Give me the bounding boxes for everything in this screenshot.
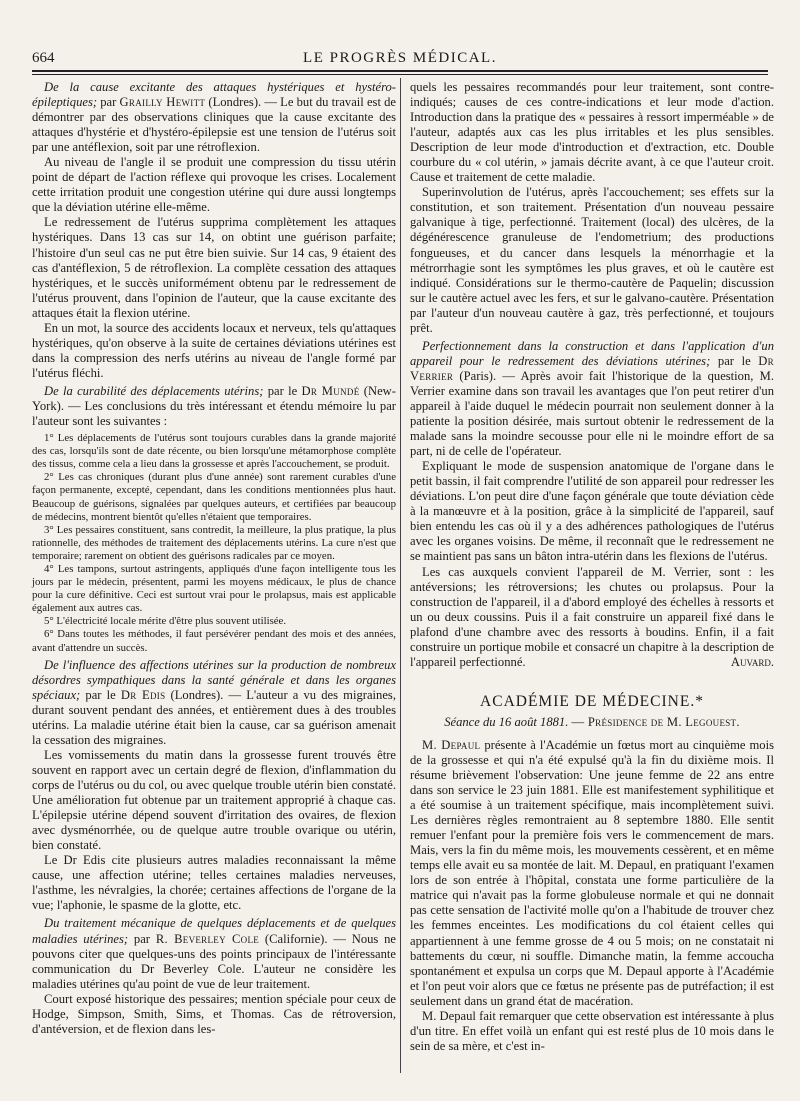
paragraph: Expliquant le mode de suspension anatomique de l'organe dans le petit bassin, il fait comprendre l'utilité de son appareil pour redresser les déviations. L'on peut dire d'une façon générale que toute déviation cède à la manœuvre et à la position, grâce à la simplicité de l'appareil, sauf bien entendu les cas où il y a des adhérences pathologiques de l'utérus avec les organes voisins. De même, il reconnaît que le redressement ne se maintient pas sans un bâton intra-utérin dans les flexions de l'utérus. <box>410 459 774 564</box>
paragraph: Au niveau de l'angle il se produit une compression du tissu utérin point de départ de l'action réflexe qui provoque les crises. Localement cette irritation produit une congestion utérine qui dure aussi longtemps que la déviation utérine elle-même. <box>32 155 396 215</box>
paragraph: Le redressement de l'utérus supprima complètement les attaques hystériques. Dans 13 cas sur 14, on obtint une guérison parfaite; l'histoire d'un seul cas ne put être bien suivie. Sur 14 cas, 9 étaient des cas d'antéflexion, 5 de rétroflexion. La complète cessation des attaques hystériques, et le succès uniformément obtenu par le redressement de l'utérus prouvent, dans l'opinion de l'auteur, que la cause excitante des attaques était la flexion utérine. <box>32 215 396 320</box>
session-line <box>410 715 774 730</box>
list-item: 4° Les tampons, surtout astringents, appliqués d'une façon intelligente tous les jours par le médecin, présentent, parmi les moyens médicaux, le plus de chance pour la cure définitive. Ceci est surtout vrai pour le prolapsus, mais est applicable également aux autres cas. <box>32 563 396 615</box>
header-rule-thin <box>32 74 768 75</box>
list-item: 1° Les déplacements de l'utérus sont toujours curables dans la grande majorité des cas, lorsqu'ils sont de date récente, ou bien lorsqu'une métamorphose complète des tissus, comme cela a lieu dans la grossesse et après l'accouchement, se produit. <box>32 432 396 471</box>
author-name: Dr Edis <box>120 687 166 702</box>
article-title: De la curabilité des déplacements utérins; <box>44 383 264 398</box>
paragraph: Les vomissements du matin dans la grossesse furent trouvés être souvent en rapport avec un certain degré de flexion, d'inflammation du corps de l'utérus ou du col, ou avec quelque trouble utérin bien constaté. Une amélioration fut obtenue par un traitement approprié à chaque cas. L'épilepsie utérine dépend souvent d'irritation des ovaires, de flexion avec dysménorrhée, ou de quelque autre trouble ovarique ou utérin, bien constaté. <box>32 747 396 853</box>
left-column <box>32 80 396 1037</box>
author-name: Dr Mundé <box>301 383 360 398</box>
list-item: 2° Les cas chroniques (durant plus d'une année) sont rarement curables d'une façon permanente, excepté, cependant, dans les conditions mentionnées plus haut. Beaucoup de guérisons, signalées par quelques auteurs, et certifiées par beaucoup de médecins, montrent bientôt qu'elles n'étaient que temporaires. <box>32 471 396 523</box>
article-title: Perfectionnement dans la construction et dans l'application d'un appareil pour le redressement des déviations utérines; <box>410 338 774 368</box>
article-munde-intro: De la curabilité des déplacements utérins; par le Dr Mundé (New-York). — Les conclusions du très intéressant et étendu mémoire lu par l'auteur sont les suivantes : <box>32 383 396 429</box>
list-item: 3° Les pessaires constituent, sans contredit, la meilleure, la plus pratique, la plus rationnelle, des méthodes de traitement des déplacements utérins. La cure n'est que temporaire; rarement on obtient des guérisons radicales par ce moyen. <box>32 523 396 562</box>
speaker-name: M. Depaul <box>422 737 481 752</box>
article-hewitt-intro: De la cause excitante des attaques hystériques et hystéro-épileptiques; par Grailly Hewitt (Londres). — Le but du travail est de démontrer par des observations cliniques que la cause excitante des attaques d'hystérie et d'hystéro-épilepsie est une tension de l'utérus soit par une antéflexion, soit par une rétroflexion. <box>32 80 397 155</box>
paragraph: Le Dr Edis cite plusieurs autres maladies reconnaissant la même cause, une affection utérine; telles certaines maladies nerveuses, l'asthme, les névralgies, la chorée; certaines affections de l'organe de la vue; l'aphonie, le spasme de la glotte, etc. <box>32 853 396 913</box>
paragraph: Les cas auxquels convient l'appareil de M. Verrier, sont : les antéversions; les rétroversions; les chutes ou prolapsus. Pour la construction de l'appareil, il a d'abord employé des échelles à ressorts et un ou deux coussins. Puis il a fait construire un appareil fixé dans le plafond d'une chambre avec des ressorts à boudins. Enfin, il a fait construire un portique mobile et consacré un chapitre à la description de l'appareil perfectionné. Auvard. <box>410 564 774 669</box>
session-date: Séance du 16 août 1881. <box>444 714 569 729</box>
article-title: De l'influence des affections utérines sur la production de nombreux désordres sympathiques dans la santé générale et dans les organes spéciaux; <box>32 657 396 702</box>
article-verrier-intro: Perfectionnement dans la construction et dans l'application d'un appareil pour le redressement des déviations utérines; par le Dr Verrier (Paris). — Après avoir fait l'historique de la question, M. Verrier examine dans son travail les avantages que l'on peut retirer d'un appareil à l'aide duquel le médecin pourrait non seulement donner à la patiente la position désirée, mais surtout obtenir le redressement de la malade sans la moindre secousse pour elle ni le moindre effort de sa part, ni de celle de l'opérateur. <box>410 338 774 459</box>
section-heading: ACADÉMIE DE MÉDECINE.* <box>480 692 704 710</box>
list-item: 6° Dans toutes les méthodes, il faut persévérer pendant des mois et des années, avant d'attendre un succès. <box>32 628 396 654</box>
article-title: De la cause excitante des attaques hystériques et hystéro-épileptiques; <box>32 80 396 110</box>
paragraph: M. Depaul fait remarquer que cette observation est intéressante à plus d'un titre. En effet voilà un enfant qui est resté plus de 10 mois dans le sein de sa mère, et c'est in- <box>410 1008 774 1053</box>
paragraph: Superinvolution de l'utérus, après l'accouchement; ses effets sur la constitution, et son traitement. Présentation d'un nouveau pessaire galvanique à tige, perfectionné. Traitement (local) des ulcères, de la dégénérescence granuleuse de l'endometrium; des productions fongueuses, et du cancer dans lesquels la ménorrhagie et la métrorrhagie sont les symptômes les plus graves, et où le cautère est indiqué. Considérations sur le thermo-cautère de Paquelin; discussion sur le cautère actuel avec les fers, et sur le galvano-cautère. Présentation par l'auteur d'un nouveau cautère à gaz, très perfectionné, et toujours prêt. <box>410 185 774 335</box>
author-name: R. Beverley Cole <box>155 931 260 946</box>
paragraph: M. Depaul présente à l'Académie un fœtus mort au cinquième mois de la grossesse et qui n'a été expulsé qu'à la fin du dixième mois. Il résume brièvement l'observation: Une jeune femme de 22 ans entre dans son service le 23 juin 1881. Elle est manifestement syphilitique et a été soumise à un traitement spécifique, mais incomplètement suivi. Les dernières règles remontraient au 8 septembre 1880. Elle sentit remuer l'enfant pour la première fois vers le commencement de mars. Mais, vers la fin du même mois, les mouvements cessèrent, et en même temps elle avait eu sa montée de lait. M. Depaul, en pratiquant l'examen lors de son entrée à l'hôpital, constata une forme particulière de la matrice qui n'avait pas la forme globuleuse normale et qui ne donnait pas cette sensation de l'activité molle qu'on a l'habitude de trouver chez les femmes enceintes. Les modifications du col étaient celles qui appartiennent à une femme grosse de 4 ou 5 mois; on ne constatait ni battements du cœur, ni souffle. Dimanche matin, la femme accoucha spontanément et expulsa un corps que M. Depaul apporte à l'Académie et l'on peut voir alors que ce fœtus ne présente pas de putréfaction; il est seulement dans un grand état de macération. <box>410 737 774 1008</box>
author-name: Grailly Hewitt <box>119 95 206 110</box>
paragraph: Court exposé historique des pessaires; mention spéciale pour ceux de Hodge, Simpson, Smith, Sims, et Thomas. Cas de rétroversion, d'antéversion, et de flexion dans les- <box>32 991 396 1036</box>
page-header <box>32 50 768 70</box>
article-cole-intro: Du traitement mécanique de quelques déplacements et de quelques maladies utérines; par R. Beverley Cole (Californie). — Nous ne pouvons citer que quelques-uns des points principaux de l'intéressante communication du Dr Beverley Cole. L'auteur ne considère les maladies utérines qu'au point de vue de leur traitement. <box>32 916 397 991</box>
article-edis-intro: De l'influence des affections utérines sur la production de nombreux désordres sympathiques dans la santé générale et dans les organes spéciaux; par le Dr Edis (Londres). — L'auteur a vu des migraines, durant souvent pendant des années, et entièrement dues à des troubles utérins. La maladie utérine était bien la cause, car sa guérison amenait la cessation des migraines. <box>32 657 396 747</box>
list-item: 5° L'électricité locale mérite d'être plus souvent utilisée. <box>44 615 287 628</box>
paragraph: En un mot, la source des accidents locaux et nerveux, tels qu'attaques hystériques, qu'on observe à la suite de certaines déviations utérines est dans la compression des nerfs utérins au niveau de l'angle formé par l'utérus fléchi. <box>32 320 396 380</box>
running-title: LE PROGRÈS MÉDICAL. <box>303 50 497 66</box>
right-column <box>410 80 774 1054</box>
conclusions-list <box>32 432 396 655</box>
header-rule-thick <box>32 70 768 72</box>
session-presidency: — Présidence de M. Legouest. <box>571 714 740 729</box>
signature: Auvard. <box>730 654 774 669</box>
column-divider <box>400 78 401 1073</box>
article-title: Du traitement mécanique de quelques déplacements et de quelques maladies utérines; <box>32 916 396 946</box>
page-number: 664 <box>32 50 55 66</box>
author-name: Dr Verrier <box>410 353 774 383</box>
paragraph: quels les pessaires recommandés pour leur traitement, sont contre-indiqués; causes de ces contre-indications et leur mode d'action. Introduction dans la pratique des « pessaires à ressort imperméable » de l'auteur, adaptés aux cas les plus irritables et les plus sensibles. Description de leur mode d'introduction et d'extraction, etc. Double courbure du « col utérin, » jamais décrite avant, à ce que l'auteur croit. Cause et traitement de cette maladie. <box>410 80 774 185</box>
